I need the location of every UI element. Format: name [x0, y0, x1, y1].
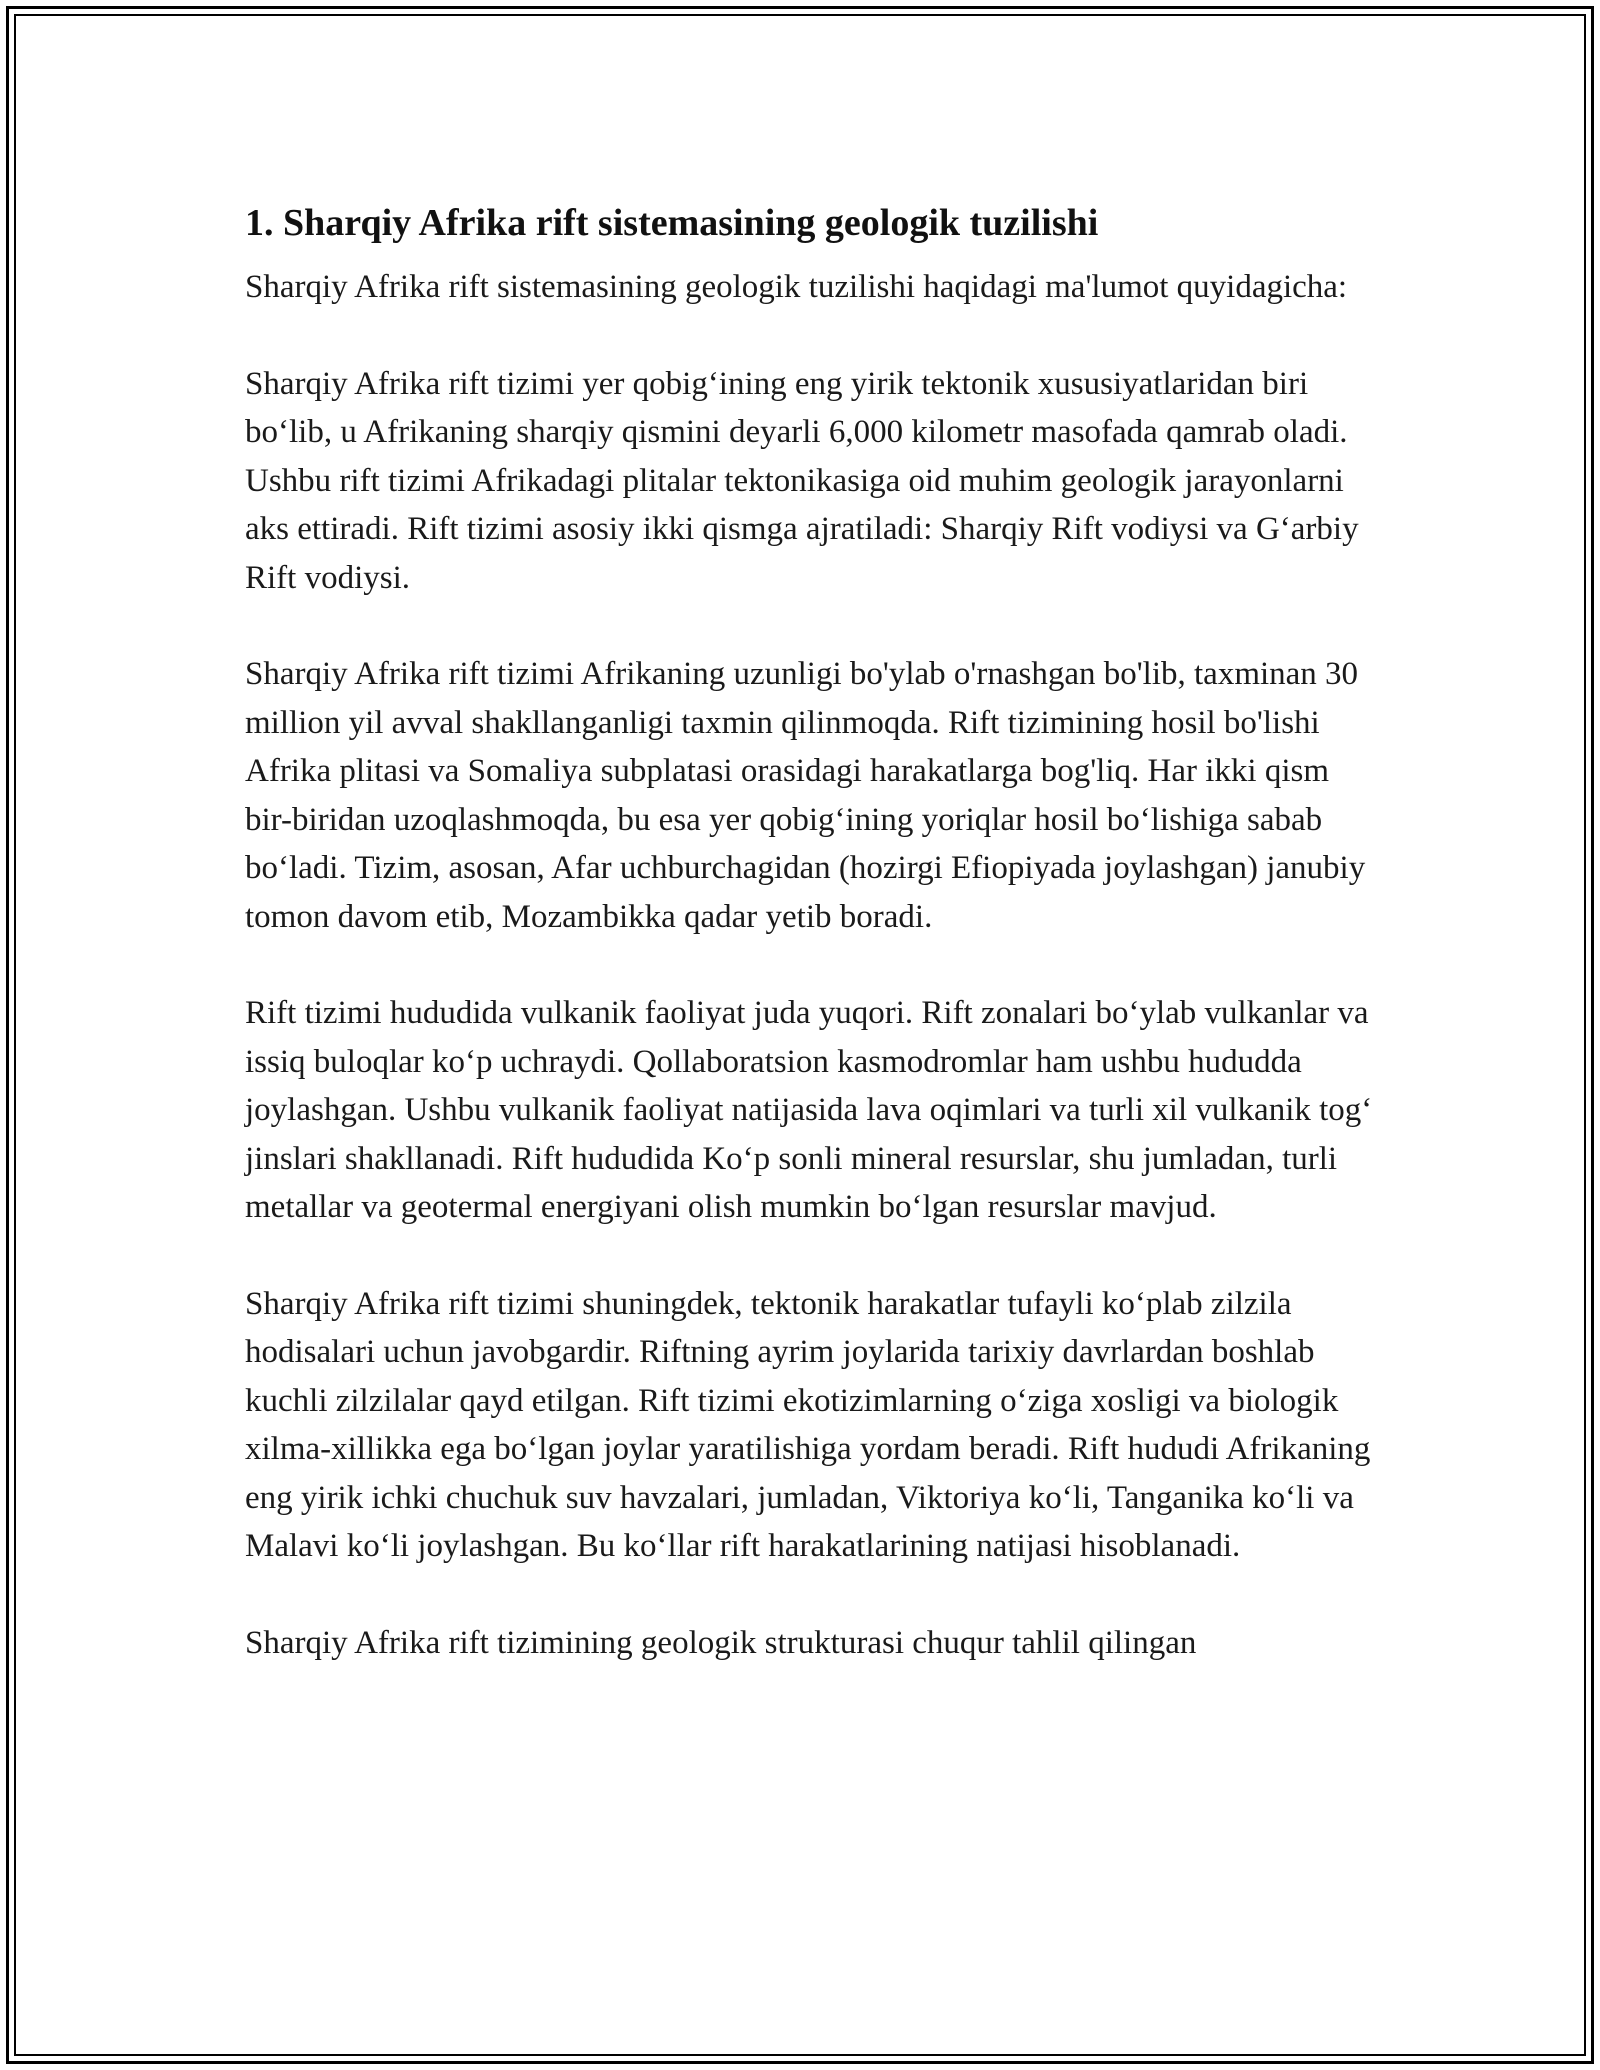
paragraph-intro: Sharqiy Afrika rift sistemasining geologik tuzilishi haqidagi ma'lumot quyidagicha:	[245, 269, 1348, 305]
paragraph-structure-analysis: Sharqiy Afrika rift tizimining geologik strukturasi chuqur tahlil qilingan	[245, 1624, 1197, 1661]
document-title: 1. Sharqiy Afrika rift sistemasining geologik tuzilishi	[245, 202, 1099, 244]
paragraph-formation: Sharqiy Afrika rift tizimi Afrikaning uzunligi bo'ylab o'rnashgan bo'lib, taxminan 30 million yil avval shakllanganligi taxmin qilinmoqda. Rift tizimining hosil bo'lishi Afrika plitasi va Somaliya subplatasi orasidagi harakatlarga bog'liq. Har ikki qism bir-biridan uzoqlashmoqda, bu esa yer qobig‘ining yoriqlar hosil bo‘lishiga sabab bo‘ladi. Tizim, asosan, Afar uchburchagidan (hozirgi Efiopiyada joylashgan) janubiy tomon davom etib, Mozambikka qadar yetib boradi.	[245, 656, 1366, 935]
document-content	[245, 195, 1375, 1667]
paragraph-earthquakes-lakes: Sharqiy Afrika rift tizimi shuningdek, tektonik harakatlar tufayli ko‘plab zilzila hodisalari uchun javobgardir. Riftning ayrim joylarida tarixiy davrlardan boshlab kuchli zilzilalar qayd etilgan. Rift tizimi ekotizimlarning o‘ziga xosligi va biologik xilma-xillikka ega bo‘lgan joylar yaratilishiga yordam beradi. Rift hududi Afrikaning eng yirik ichki chuchuk suv havzalari, jumladan, Viktoriya ko‘li, Tanganika ko‘li va Malavi ko‘li joylashgan. Bu ko‘llar rift harakatlarining natijasi hisoblanadi.	[245, 1285, 1371, 1564]
paragraph-volcanism: Rift tizimi hududida vulkanik faoliyat juda yuqori. Rift zonalari bo‘ylab vulkanlar va issiq buloqlar ko‘p uchraydi. Qollaboratsion kasmodromlar ham ushbu hududda joylashgan. Ushbu vulkanik faoliyat natijasida lava oqimlari va turli xil vulkanik tog‘ jinslari shakllanadi. Rift hududida Ko‘p sonli mineral resurslar, shu jumladan, turli metallar va geotermal energiyani olish mumkin bo‘lgan resurslar mavjud.	[245, 995, 1373, 1225]
paragraph-overview: Sharqiy Afrika rift tizimi yer qobig‘ining eng yirik tektonik xususiyatlaridan biri bo‘lib, u Afrikaning sharqiy qismini deyarli 6,000 kilometr masofada qamrab oladi. Ushbu rift tizimi Afrikadagi plitalar tektonikasiga oid muhim geologik jarayonlarni aks ettiradi. Rift tizimi asosiy ikki qismga ajratiladi: Sharqiy Rift vodiysi va G‘arbiy Rift vodiysi.	[245, 365, 1359, 596]
page-frame	[6, 6, 1594, 2064]
